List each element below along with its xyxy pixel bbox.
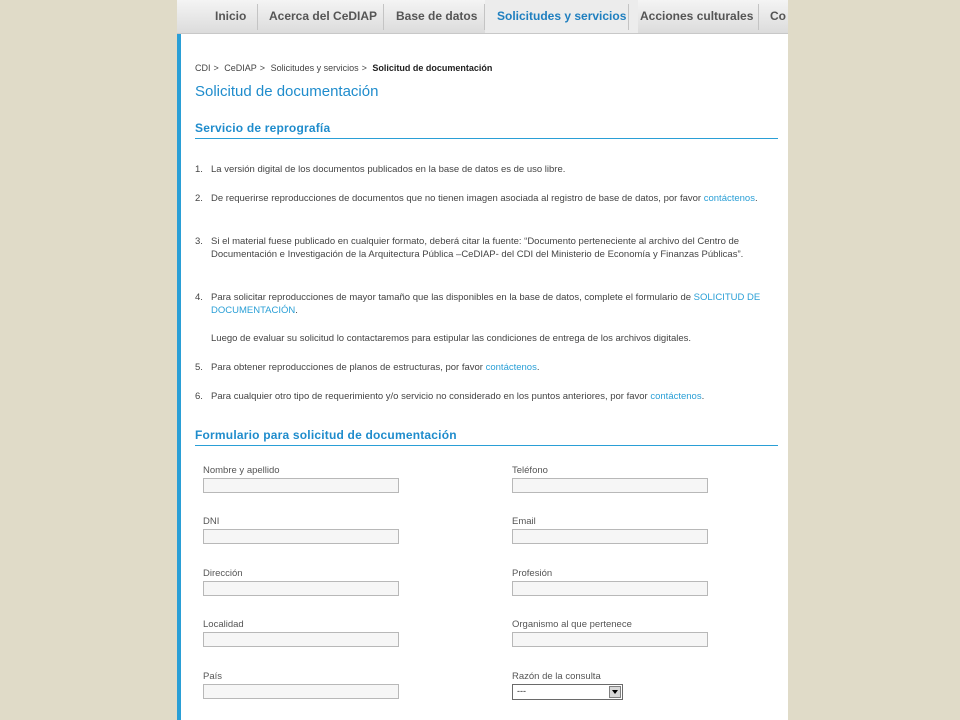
- dni-input[interactable]: [203, 529, 399, 544]
- list-item-number: 6.: [195, 391, 203, 402]
- razon-select-value: ---: [517, 686, 526, 696]
- contact-link[interactable]: contáctenos: [703, 193, 755, 204]
- breadcrumb-separator: >: [259, 63, 266, 73]
- nav-item-solicitudes[interactable]: Solicitudes y servicios: [485, 0, 638, 33]
- list-item-text: La versión digital de los documentos publicados en la base de datos es de uso libre.: [211, 164, 566, 175]
- list-item-text: [211, 361, 771, 374]
- section-title-reprografia: Servicio de reprografía: [195, 121, 331, 135]
- list-item-text: [211, 291, 771, 317]
- label-dni: DNI: [203, 516, 220, 527]
- nav-item-acciones-culturales[interactable]: Acciones culturales: [640, 9, 754, 23]
- label-direccion: Dirección: [203, 568, 243, 579]
- label-pais: País: [203, 671, 223, 682]
- list-item-tail: .: [754, 193, 758, 204]
- email-input[interactable]: [512, 529, 708, 544]
- nav-separator: [758, 4, 759, 30]
- nav-item-acerca[interactable]: Acerca del CeDIAP: [269, 9, 378, 23]
- nav-separator: [383, 4, 384, 30]
- breadcrumb: [195, 63, 495, 73]
- list-item-text: Luego de evaluar su solicitud lo contactaremos para estipular las condiciones de entrega de los archivos digitales.: [211, 333, 692, 344]
- list-item-number: 1.: [195, 164, 203, 175]
- list-item-text: [211, 390, 771, 403]
- list-item-body: Para obtener reproducciones de planos de estructuras, por favor: [211, 362, 483, 373]
- list-item-number: 5.: [195, 362, 203, 373]
- razon-select[interactable]: [512, 684, 623, 700]
- breadcrumb-item-cediap[interactable]: CeDIAP: [224, 63, 257, 73]
- contact-link[interactable]: contáctenos: [650, 391, 702, 402]
- nav-item-base-de-datos[interactable]: Base de datos: [396, 9, 478, 23]
- organismo-input[interactable]: [512, 632, 708, 647]
- section-title-formulario: Formulario para solicitud de documentación: [195, 428, 457, 442]
- left-accent-bar: [177, 34, 181, 720]
- nav-item-contacto[interactable]: Co: [770, 9, 786, 23]
- nav-separator: [257, 4, 258, 30]
- label-profesion: Profesión: [512, 568, 553, 579]
- localidad-input[interactable]: [203, 632, 399, 647]
- section-divider: [195, 445, 778, 446]
- top-navigation: [177, 0, 788, 34]
- chevron-down-icon[interactable]: [609, 686, 621, 698]
- breadcrumb-current: Solicitud de documentación: [372, 63, 493, 73]
- list-item-body: Para cualquier otro tipo de requerimiento y/o servicio no considerado en los puntos anteriores, por favor: [211, 391, 648, 402]
- label-email: Email: [512, 516, 536, 527]
- solicitud-documentacion-link[interactable]: SOLICITUD DE DOCUMENTACIÓN: [211, 292, 761, 316]
- list-item-body: Para solicitar reproducciones de mayor tamaño que las disponibles en la base de datos, complete el formulario de: [211, 292, 692, 303]
- page-title: Solicitud de documentación: [195, 83, 379, 100]
- list-item-tail: .: [295, 305, 298, 316]
- telefono-input[interactable]: [512, 478, 708, 493]
- nav-item-inicio[interactable]: Inicio: [215, 9, 247, 23]
- label-localidad: Localidad: [203, 619, 244, 630]
- direccion-input[interactable]: [203, 581, 399, 596]
- label-telefono: Teléfono: [512, 465, 548, 476]
- list-item-body: De requerirse reproducciones de documentos que no tienen imagen asociada al registro de base de datos, por favor: [211, 193, 702, 204]
- nombre-input[interactable]: [203, 478, 399, 493]
- list-item-text: Si el material fuese publicado en cualquier formato, deberá citar la fuente: “Documento perteneciente al archivo del Centro de Documentación e Investigación de la Arquitectura Pública –CeDIAP- del CDI del Ministerio de Economía y Finanzas Públicas”.: [211, 236, 744, 260]
- list-item-number: 4.: [195, 292, 203, 303]
- breadcrumb-item-solicitudes[interactable]: Solicitudes y servicios: [270, 63, 359, 73]
- profesion-input[interactable]: [512, 581, 708, 596]
- breadcrumb-separator: >: [361, 63, 367, 73]
- list-item-text: [211, 192, 771, 205]
- label-nombre: Nombre y apellido: [203, 465, 280, 476]
- list-item-number: 3.: [195, 236, 203, 247]
- breadcrumb-separator: >: [213, 63, 219, 73]
- page-container: [177, 0, 788, 720]
- label-razon: Razón de la consulta: [512, 671, 601, 682]
- breadcrumb-item-cdi[interactable]: CDI: [195, 63, 211, 73]
- nav-separator: [628, 4, 629, 30]
- contact-link[interactable]: contáctenos: [485, 362, 537, 373]
- list-item-tail: .: [701, 391, 705, 402]
- pais-input[interactable]: [203, 684, 399, 699]
- list-item-tail: .: [536, 362, 540, 373]
- list-item-number: 2.: [195, 193, 203, 204]
- section-divider: [195, 138, 778, 139]
- label-organismo: Organismo al que pertenece: [512, 619, 632, 630]
